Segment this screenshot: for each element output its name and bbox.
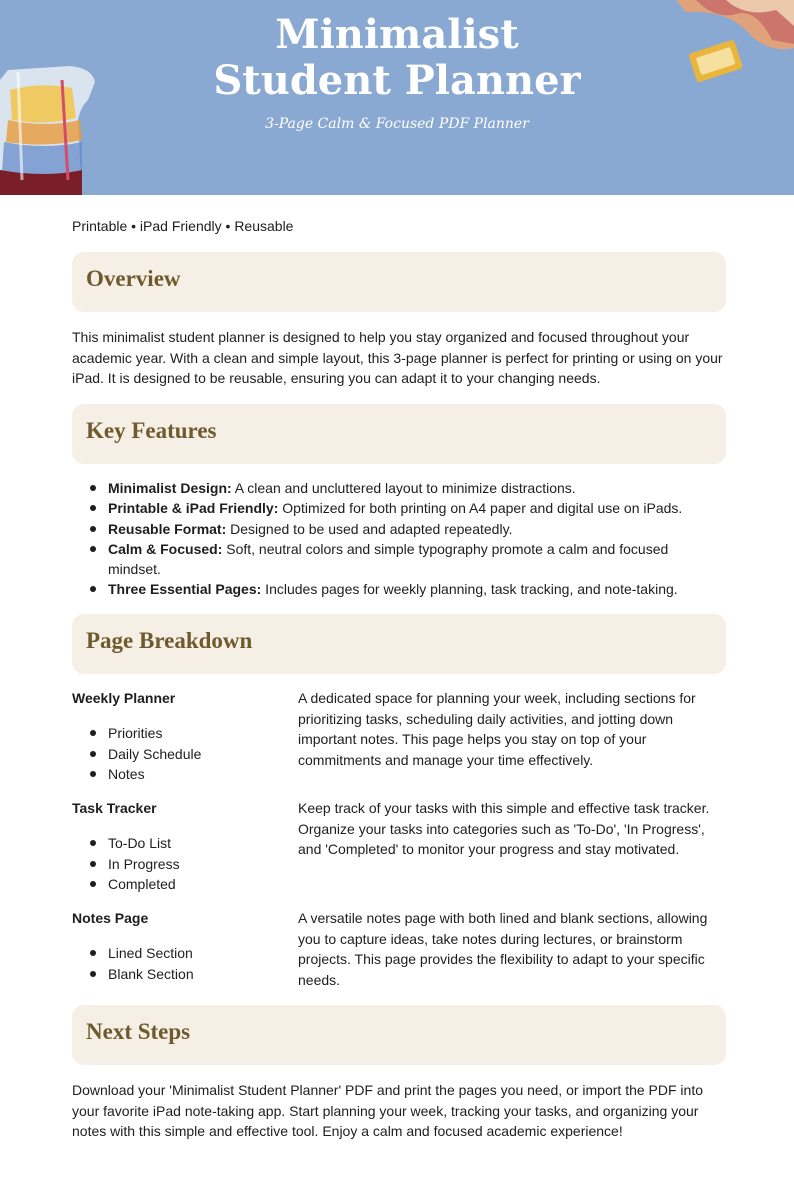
weekly-planner-title: Weekly Planner bbox=[72, 690, 176, 706]
breakdown-heading: Page Breakdown bbox=[86, 628, 253, 653]
weekly-planner-items bbox=[90, 723, 201, 785]
feature-label: Three Essential Pages: bbox=[108, 581, 262, 598]
list-item: In Progress bbox=[90, 854, 180, 875]
notes-page-title: Notes Page bbox=[72, 910, 149, 926]
list-item bbox=[90, 498, 720, 518]
list-item bbox=[90, 478, 720, 498]
notes-page-description: A versatile notes page with both lined and blank sections, allowing you to capture ideas, take notes during lectures, or brainstorm projects. This page provides the flexibility to adapt to your specific needs. bbox=[298, 910, 708, 988]
feature-label: Reusable Format: bbox=[108, 520, 227, 537]
list-item: Daily Schedule bbox=[90, 744, 201, 765]
next-steps-heading: Next Steps bbox=[86, 1019, 191, 1044]
feature-text: Designed to be used and adapted repeatedly. bbox=[226, 520, 513, 537]
task-tracker-items bbox=[90, 833, 180, 895]
feature-label: Calm & Focused: bbox=[108, 540, 223, 557]
overview-text: This minimalist student planner is designed to help you stay organized and focused throughout your academic year. With a clean and simple layout, this 3-page planner is perfect for printing or using on your iPad. It is designed to be reusable, ensuring you can adapt it to your changing needs. bbox=[72, 329, 723, 386]
features-section-header bbox=[72, 404, 726, 464]
next-steps-section-header bbox=[72, 1005, 726, 1065]
list-item: To-Do List bbox=[90, 833, 180, 854]
overview-section-header bbox=[72, 252, 726, 312]
breakdown-section-header bbox=[72, 614, 726, 674]
list-item: Notes bbox=[90, 764, 201, 785]
task-tracker-title: Task Tracker bbox=[72, 800, 157, 816]
tagline: Printable • iPad Friendly • Reusable bbox=[72, 218, 294, 234]
header-banner bbox=[0, 0, 794, 195]
feature-text: Includes pages for weekly planning, task tracking, and note-taking. bbox=[261, 581, 678, 598]
list-item: Completed bbox=[90, 874, 180, 895]
task-tracker-description: Keep track of your tasks with this simple and effective task tracker. Organize your tasks into categories such as 'To-Do', 'In Progress', and 'Completed' to monitor your progress and stay motivated. bbox=[298, 800, 710, 857]
features-heading: Key Features bbox=[86, 418, 217, 443]
feature-text: Optimized for both printing on A4 paper and digital use on iPads. bbox=[278, 500, 683, 517]
next-steps-text: Download your 'Minimalist Student Planner' PDF and print the pages you need, or import the PDF into your favorite iPad note-taking app. Start planning your week, tracking your tasks, and organizing your notes with this simple and effective tool. Enjoy a calm and focused academic experience! bbox=[72, 1082, 704, 1139]
overview-heading: Overview bbox=[86, 266, 181, 291]
features-list bbox=[90, 478, 720, 600]
list-item bbox=[90, 519, 720, 539]
weekly-planner-description: A dedicated space for planning your week, including sections for prioritizing tasks, scheduling daily activities, and jotting down important notes. This page helps you stay on top of your commitments and manage your time effectively. bbox=[298, 690, 696, 768]
feature-label: Minimalist Design: bbox=[108, 480, 232, 496]
notes-page-items bbox=[90, 943, 194, 984]
list-item bbox=[90, 539, 720, 580]
feature-label: Printable & iPad Friendly: bbox=[108, 500, 279, 517]
list-item bbox=[90, 579, 720, 599]
page-subtitle: 3-Page Calm & Focused PDF Planner bbox=[265, 116, 529, 132]
feature-text: A clean and uncluttered layout to minimize distractions. bbox=[231, 480, 576, 496]
list-item: Lined Section bbox=[90, 943, 194, 964]
list-item: Priorities bbox=[90, 723, 201, 744]
feature-text: Soft, neutral colors and simple typography promote a calm and focused mindset. bbox=[108, 540, 669, 578]
page-title: Minimalist Student Planner bbox=[213, 11, 581, 104]
list-item: Blank Section bbox=[90, 964, 194, 985]
